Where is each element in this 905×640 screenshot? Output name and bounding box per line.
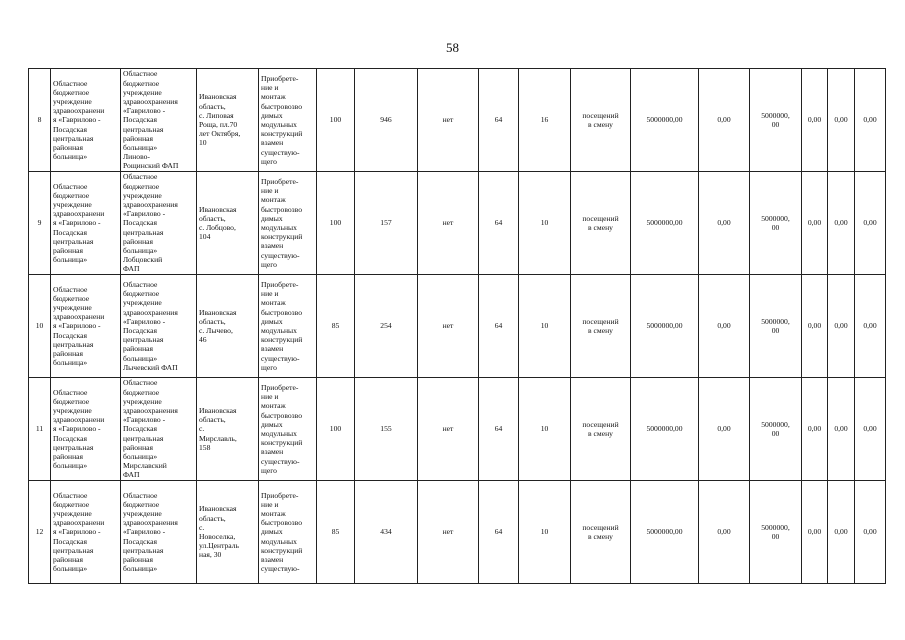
facility-cell: [121, 172, 197, 275]
unit-cell: [571, 275, 631, 378]
capacity-text: 16: [540, 115, 549, 125]
percent-cell: [317, 378, 355, 481]
facility-text: Областное бюджетное учреждение здравоохранения «Гаврилово - Посадская центральная районная больница» Линово- Рощинский ФАП: [123, 69, 179, 171]
amount-cell: [631, 275, 699, 378]
organization-cell: [51, 275, 121, 378]
measure-text: Приобрете- ние и монтаж быстровозво димых модульных конструкций взамен существую- щего: [261, 176, 303, 269]
num-text: 12: [35, 527, 44, 537]
v2-text: 5000000, 00: [761, 419, 790, 438]
area-cell: [479, 69, 519, 172]
capacity-cell: [519, 172, 571, 275]
address-text: Ивановская область, с. Мирславль, 158: [199, 405, 237, 452]
num-text: 11: [35, 424, 44, 434]
value-5-cell: [855, 69, 886, 172]
table-row: [29, 69, 886, 172]
amount-cell: [631, 69, 699, 172]
percent-text: 100: [329, 115, 342, 125]
organization-cell: [51, 172, 121, 275]
num-text: 10: [35, 321, 44, 331]
facility-cell: [121, 481, 197, 584]
v1-text: 0,00: [717, 527, 731, 537]
amount-text: 5000000,00: [646, 424, 683, 434]
measure-text: Приобрете- ние и монтаж быстровозво димых модульных конструкций взамен существую- щего: [261, 279, 303, 372]
row-number-cell: [29, 69, 51, 172]
value-2-cell: [750, 275, 802, 378]
table-row: [29, 172, 886, 275]
value-3-cell: [802, 378, 828, 481]
value-4-cell: [828, 69, 855, 172]
row-number-cell: [29, 275, 51, 378]
v5-text: 0,00: [863, 115, 877, 125]
unit-text: посещений в смену: [582, 213, 619, 232]
facility-cell: [121, 69, 197, 172]
population-cell: [355, 481, 418, 584]
address-text: Ивановская область, с. Новоселка, ул.Централь ная, 30: [199, 504, 239, 560]
percent-cell: [317, 275, 355, 378]
organization-cell: [51, 69, 121, 172]
value-4-cell: [828, 275, 855, 378]
v5-text: 0,00: [863, 424, 877, 434]
address-text: Ивановская область, с. Лобцово, 104: [199, 204, 237, 242]
value-4-cell: [828, 378, 855, 481]
capacity-text: 10: [540, 321, 549, 331]
measure-cell: [259, 69, 317, 172]
area-text: 64: [494, 321, 503, 331]
percent-text: 100: [329, 218, 342, 228]
capacity-cell: [519, 275, 571, 378]
area-cell: [479, 275, 519, 378]
facility-text: Областное бюджетное учреждение здравоохранения «Гаврилово - Посадская центральная районная больница» Мирславский ФАП: [123, 378, 178, 480]
capacity-text: 10: [540, 424, 549, 434]
v2-text: 5000000, 00: [761, 110, 790, 129]
amount-text: 5000000,00: [646, 527, 683, 537]
area-text: 64: [494, 218, 503, 228]
flag-text: нет: [442, 218, 454, 228]
unit-text: посещений в смену: [582, 419, 619, 438]
flag-cell: [418, 172, 479, 275]
amount-text: 5000000,00: [646, 321, 683, 331]
v1-text: 0,00: [717, 115, 731, 125]
area-text: 64: [494, 424, 503, 434]
address-cell: [197, 69, 259, 172]
capacity-text: 10: [540, 527, 549, 537]
unit-text: посещений в смену: [582, 110, 619, 129]
v4-text: 0,00: [834, 321, 848, 331]
v4-text: 0,00: [834, 218, 848, 228]
flag-text: нет: [442, 424, 454, 434]
unit-text: посещений в смену: [582, 316, 619, 335]
table-row: [29, 378, 886, 481]
area-cell: [479, 481, 519, 584]
percent-cell: [317, 69, 355, 172]
organization-text: Областное бюджетное учреждение здравоохранени я «Гаврилово - Посадская центральная районная больница»: [53, 387, 105, 471]
unit-cell: [571, 481, 631, 584]
value-3-cell: [802, 275, 828, 378]
organization-cell: [51, 481, 121, 584]
flag-cell: [418, 69, 479, 172]
population-cell: [355, 275, 418, 378]
capacity-cell: [519, 69, 571, 172]
amount-cell: [631, 172, 699, 275]
flag-cell: [418, 378, 479, 481]
capacity-text: 10: [540, 218, 549, 228]
value-5-cell: [855, 275, 886, 378]
row-number-cell: [29, 378, 51, 481]
population-text: 155: [380, 424, 392, 434]
area-text: 64: [494, 115, 503, 125]
measure-cell: [259, 172, 317, 275]
unit-cell: [571, 378, 631, 481]
address-cell: [197, 275, 259, 378]
address-cell: [197, 172, 259, 275]
organization-text: Областное бюджетное учреждение здравоохранени я «Гаврилово - Посадская центральная районная больница»: [53, 284, 105, 368]
measure-text: Приобрете- ние и монтаж быстровозво димых модульных конструкций взамен существую- щего: [261, 73, 303, 166]
population-text: 157: [380, 218, 392, 228]
flag-text: нет: [442, 527, 454, 537]
organization-cell: [51, 378, 121, 481]
table-row: [29, 275, 886, 378]
measure-text: Приобрете- ние и монтаж быстровозво димых модульных конструкций взамен существую-: [261, 490, 303, 574]
value-2-cell: [750, 69, 802, 172]
unit-cell: [571, 69, 631, 172]
row-number-cell: [29, 172, 51, 275]
measure-cell: [259, 481, 317, 584]
v3-text: 0,00: [807, 321, 822, 331]
capacity-cell: [519, 481, 571, 584]
flag-cell: [418, 275, 479, 378]
value-5-cell: [855, 378, 886, 481]
address-text: Ивановская область, с. Липовая Роща, пл.70 лет Октября, 10: [199, 92, 241, 148]
value-2-cell: [750, 172, 802, 275]
flag-text: нет: [442, 115, 454, 125]
percent-cell: [317, 481, 355, 584]
measure-cell: [259, 378, 317, 481]
v3-text: 0,00: [807, 424, 822, 434]
amount-cell: [631, 481, 699, 584]
area-cell: [479, 378, 519, 481]
v5-text: 0,00: [863, 218, 877, 228]
population-cell: [355, 172, 418, 275]
facilities-table: [28, 68, 886, 584]
value-5-cell: [855, 481, 886, 584]
facility-cell: [121, 378, 197, 481]
v4-text: 0,00: [834, 527, 848, 537]
capacity-cell: [519, 378, 571, 481]
address-cell: [197, 481, 259, 584]
percent-text: 100: [329, 424, 342, 434]
v1-text: 0,00: [717, 424, 731, 434]
v3-text: 0,00: [807, 218, 822, 228]
address-text: Ивановская область, с. Лычево, 46: [199, 307, 237, 345]
amount-cell: [631, 378, 699, 481]
num-text: 8: [37, 115, 42, 125]
row-number-cell: [29, 481, 51, 584]
address-cell: [197, 378, 259, 481]
value-4-cell: [828, 172, 855, 275]
value-1-cell: [699, 481, 750, 584]
v3-text: 0,00: [807, 115, 822, 125]
value-5-cell: [855, 172, 886, 275]
table-row: [29, 481, 886, 584]
population-cell: [355, 378, 418, 481]
v3-text: 0,00: [807, 527, 822, 537]
v2-text: 5000000, 00: [761, 213, 790, 232]
v4-text: 0,00: [834, 115, 848, 125]
organization-text: Областное бюджетное учреждение здравоохранени я «Гаврилово - Посадская центральная районная больница»: [53, 78, 105, 162]
unit-cell: [571, 172, 631, 275]
facility-text: Областное бюджетное учреждение здравоохранения «Гаврилово - Посадская центральная районная больница» Лобцовский ФАП: [123, 172, 178, 274]
flag-text: нет: [442, 321, 454, 331]
value-2-cell: [750, 481, 802, 584]
population-cell: [355, 69, 418, 172]
facility-text: Областное бюджетное учреждение здравоохранения «Гаврилово - Посадская центральная районная больница»: [123, 490, 178, 574]
page-number: 58: [446, 40, 459, 55]
area-text: 64: [494, 527, 503, 537]
population-text: 946: [380, 115, 392, 125]
value-3-cell: [802, 172, 828, 275]
measure-text: Приобрете- ние и монтаж быстровозво димых модульных конструкций взамен существую- щего: [261, 382, 303, 475]
v4-text: 0,00: [834, 424, 848, 434]
percent-text: 85: [331, 527, 340, 537]
area-cell: [479, 172, 519, 275]
organization-text: Областное бюджетное учреждение здравоохранени я «Гаврилово - Посадская центральная районная больница»: [53, 181, 105, 265]
v1-text: 0,00: [717, 218, 731, 228]
unit-text: посещений в смену: [582, 522, 619, 541]
value-4-cell: [828, 481, 855, 584]
value-3-cell: [802, 481, 828, 584]
value-1-cell: [699, 378, 750, 481]
amount-text: 5000000,00: [646, 115, 683, 125]
facility-cell: [121, 275, 197, 378]
value-3-cell: [802, 69, 828, 172]
v1-text: 0,00: [717, 321, 731, 331]
population-text: 434: [380, 527, 392, 537]
v5-text: 0,00: [863, 527, 877, 537]
percent-text: 85: [331, 321, 340, 331]
facility-text: Областное бюджетное учреждение здравоохранения «Гаврилово - Посадская центральная районная больница» Лычевский ФАП: [123, 279, 178, 372]
num-text: 9: [37, 218, 42, 228]
v2-text: 5000000, 00: [761, 316, 790, 335]
value-1-cell: [699, 69, 750, 172]
value-2-cell: [750, 378, 802, 481]
v5-text: 0,00: [863, 321, 877, 331]
amount-text: 5000000,00: [646, 218, 683, 228]
population-text: 254: [380, 321, 392, 331]
flag-cell: [418, 481, 479, 584]
value-1-cell: [699, 172, 750, 275]
organization-text: Областное бюджетное учреждение здравоохранени я «Гаврилово - Посадская центральная районная больница»: [53, 490, 105, 574]
v2-text: 5000000, 00: [761, 522, 790, 541]
value-1-cell: [699, 275, 750, 378]
percent-cell: [317, 172, 355, 275]
measure-cell: [259, 275, 317, 378]
